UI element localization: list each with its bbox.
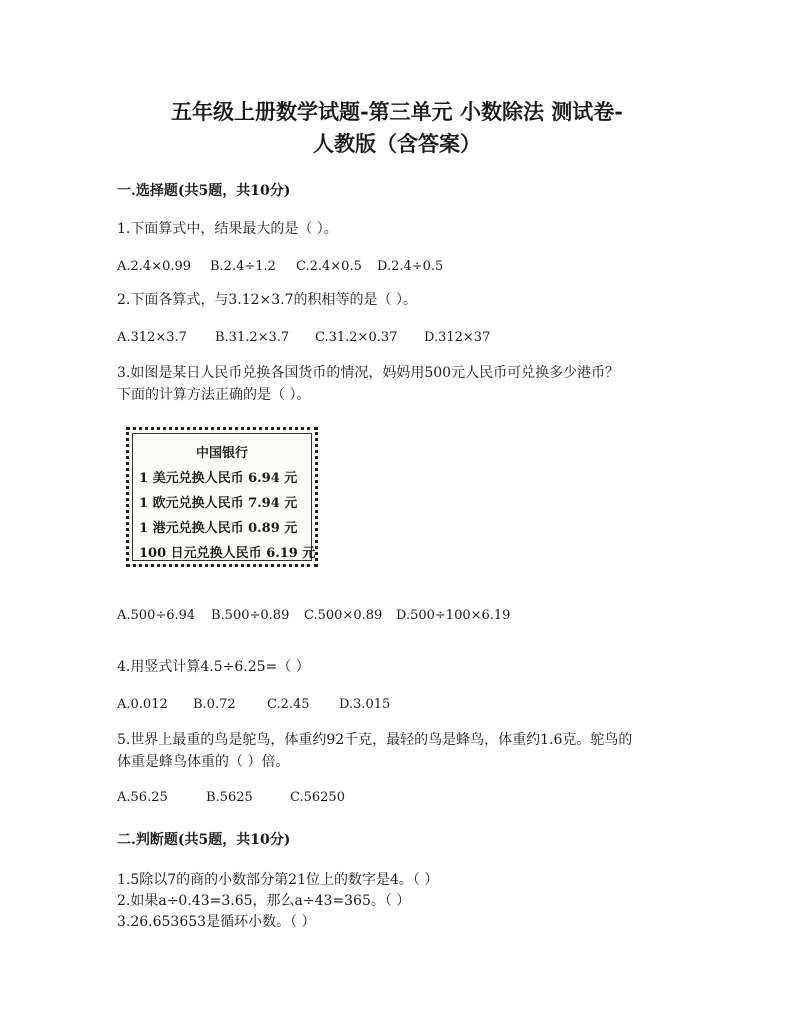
- question-5-option-c: C.56250: [290, 790, 345, 805]
- question-2-option-c: C.31.2×0.37: [315, 330, 398, 345]
- question-4: 4.用竖式计算4.5÷6.25=（ ）: [117, 659, 310, 675]
- question-2-option-a: A.312×3.7: [117, 330, 187, 345]
- question-4-option-d: D.3.015: [339, 697, 391, 712]
- question-4-option-a: A.0.012: [117, 697, 168, 712]
- question-3: [117, 362, 697, 406]
- question-3-line1: 3.如图是某日人民币兑换各国货币的情况，妈妈用500元人民币可兑换多少港币？: [117, 365, 620, 381]
- question-3-line2: 下面的计算方法正确的是（ ）。: [117, 387, 311, 403]
- judgement-item-1: 1.5除以7的商的小数部分第21位上的数字是4。（ ）: [117, 872, 439, 888]
- question-2-option-d: D.312×37: [424, 330, 491, 345]
- question-3-option-d: D.500÷100×6.19: [396, 608, 511, 623]
- question-4-option-b: B.0.72: [193, 697, 236, 712]
- section-heading-choice: 一.选择题(共5题，共10分): [117, 183, 291, 199]
- figure-heading: 中国银行: [195, 446, 248, 461]
- question-5: [117, 729, 697, 773]
- rate-row-jpy: 100 日元兑换人民币 6.19 元: [139, 546, 316, 561]
- rate-row-hkd: 1 港元兑换人民币 0.89 元: [139, 521, 298, 536]
- question-5-option-a: A.56.25: [117, 790, 168, 805]
- judgement-item-3: 3.26.653653是循环小数。（ ）: [117, 914, 316, 930]
- judgement-list: [117, 870, 697, 933]
- question-3-option-c: C.500×0.89: [304, 608, 383, 623]
- question-1-option-a: A.2.4×0.99: [117, 259, 192, 274]
- question-5-line2: 体重是蜂鸟体重的（ ）倍。: [117, 754, 290, 770]
- page-title-line1: 五年级上册数学试题-第三单元 小数除法 测试卷-: [170, 99, 624, 124]
- question-5-options: [117, 790, 345, 805]
- question-4-option-c: C.2.45: [267, 697, 310, 712]
- page-title-line2: 人教版（含答案）: [313, 131, 481, 156]
- exchange-rate-figure: [126, 427, 318, 567]
- judgement-item-2: 2.如果a÷0.43=3.65，那么a÷43=365。（ ）: [117, 893, 411, 909]
- question-3-options: [117, 608, 510, 623]
- question-1-option-d: D.2.4÷0.5: [377, 259, 444, 274]
- section-heading-judgement: 二.判断题(共5题，共10分): [117, 832, 291, 848]
- question-1-options: [117, 259, 443, 274]
- question-3-option-b: B.500÷0.89: [211, 608, 290, 623]
- question-1-option-c: C.2.4×0.5: [296, 259, 362, 274]
- question-1: 1.下面算式中，结果最大的是（ ）。: [117, 221, 338, 237]
- question-2: 2.下面各算式，与3.12×3.7的积相等的是（ ）。: [117, 292, 417, 308]
- question-4-options: [117, 697, 390, 712]
- rate-row-eur: 1 欧元兑换人民币 7.94 元: [139, 496, 298, 511]
- question-3-option-a: A.500÷6.94: [117, 608, 196, 623]
- question-5-option-b: B.5625: [206, 790, 253, 805]
- rate-row-usd: 1 美元兑换人民币 6.94 元: [139, 471, 298, 486]
- question-2-option-b: B.31.2×3.7: [215, 330, 290, 345]
- question-1-option-b: B.2.4÷1.2: [210, 259, 276, 274]
- question-5-line1: 5.世界上最重的鸟是鸵鸟，体重约92千克，最轻的鸟是蜂鸟，体重约1.6克。鸵鸟的: [117, 732, 633, 748]
- question-2-options: [117, 330, 490, 345]
